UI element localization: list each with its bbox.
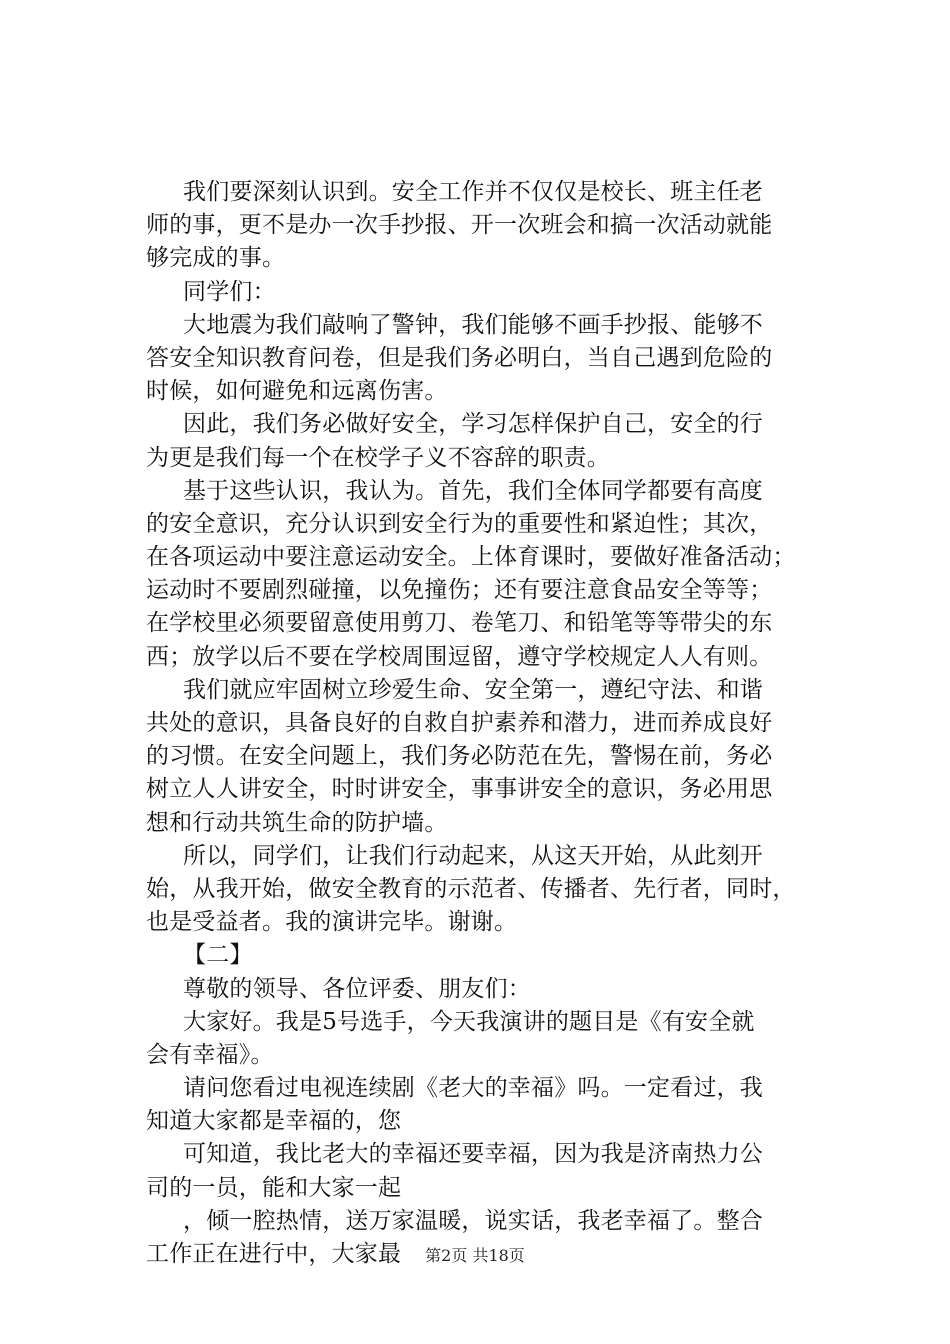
text-line: 知道大家都是幸福的，您 [146, 1108, 402, 1135]
text-line: 会有幸福》。 [146, 1041, 274, 1068]
text-line: 时候，如何避免和远离伤害。 [146, 378, 448, 405]
text-line: 共处的意识，具备良好的自救自护素养和潜力，进而养成良好 [146, 710, 773, 736]
text-line: ，倾一腔热情，送万家温暖，说实话，我老幸福了。整合 [183, 1207, 763, 1234]
text-line: 的习惯。在安全问题上，我们务必防范在先，警惕在前，务必 [146, 743, 773, 770]
text-line: 基于这些认识，我认为。首先，我们全体同学都要有高度 [183, 477, 763, 504]
text-line: 西；放学以后不要在学校周围逗留，遵守学校规定人人有则。 [146, 643, 773, 670]
text-line: 大家好。我是5号选手，今天我演讲的题目是《有安全就 [183, 1008, 755, 1035]
text-line: 工作正在进行中，大家最 [146, 1241, 402, 1267]
text-line: 在各项运动中要注意运动安全。上体育课时，要做好准备活动； [146, 544, 796, 571]
text-line: 【二】 [183, 942, 253, 969]
text-line: 请问您看过电视连续剧《老大的幸福》吗。一定看过，我 [183, 1075, 763, 1102]
text-line: 为更是我们每一个在校学子义不容辞的职责。 [146, 444, 610, 471]
text-line: 同学们： [183, 278, 276, 305]
document-body [146, 176, 836, 1271]
text-line: 答安全知识教育问卷，但是我们务必明白，当自己遇到危险的 [146, 344, 773, 371]
text-line: 所以，同学们，让我们行动起来，从这天开始，从此刻开 [183, 842, 763, 869]
text-line: 想和行动共筑生命的防护墙。 [146, 809, 448, 836]
text-line: 我们就应牢固树立珍爱生命、安全第一，遵纪守法、和谐 [183, 676, 763, 703]
text-line: 因此，我们务必做好安全，学习怎样保护自己，安全的行 [183, 411, 763, 438]
text-line: 可知道，我比老大的幸福还要幸福，因为我是济南热力公 [183, 1141, 763, 1168]
text-line: 也是受益者。我的演讲完毕。谢谢。 [146, 909, 518, 936]
text-line: 师的事，更不是办一次手抄报、开一次班会和搞一次活动就能 [146, 212, 773, 239]
page-footer: 第2页 共18页 [425, 1246, 525, 1265]
text-line: 尊敬的领导、各位评委、朋友们： [183, 975, 531, 1002]
text-line: 司的一员，能和大家一起 [146, 1174, 402, 1201]
text-line: 在学校里必须要留意使用剪刀、卷笔刀、和铅笔等等带尖的东 [146, 610, 773, 637]
text-line: 运动时不要剧烈碰撞，以免撞伤；还有要注意食品安全等等； [146, 577, 773, 604]
text-line: 树立人人讲安全，时时讲安全，事事讲安全的意识，务必用思 [146, 776, 773, 803]
text-line: 我们要深刻认识到。安全工作并不仅仅是校长、班主任老 [183, 179, 763, 205]
text-line: 始，从我开始，做安全教育的示范者、传播者、先行者，同时， [146, 875, 796, 902]
text-line: 够完成的事。 [146, 245, 286, 272]
text-line: 的安全意识，充分认识到安全行为的重要性和紧迫性；其次， [146, 510, 773, 537]
text-line: 大地震为我们敲响了警钟，我们能够不画手抄报、能够不 [183, 311, 763, 338]
